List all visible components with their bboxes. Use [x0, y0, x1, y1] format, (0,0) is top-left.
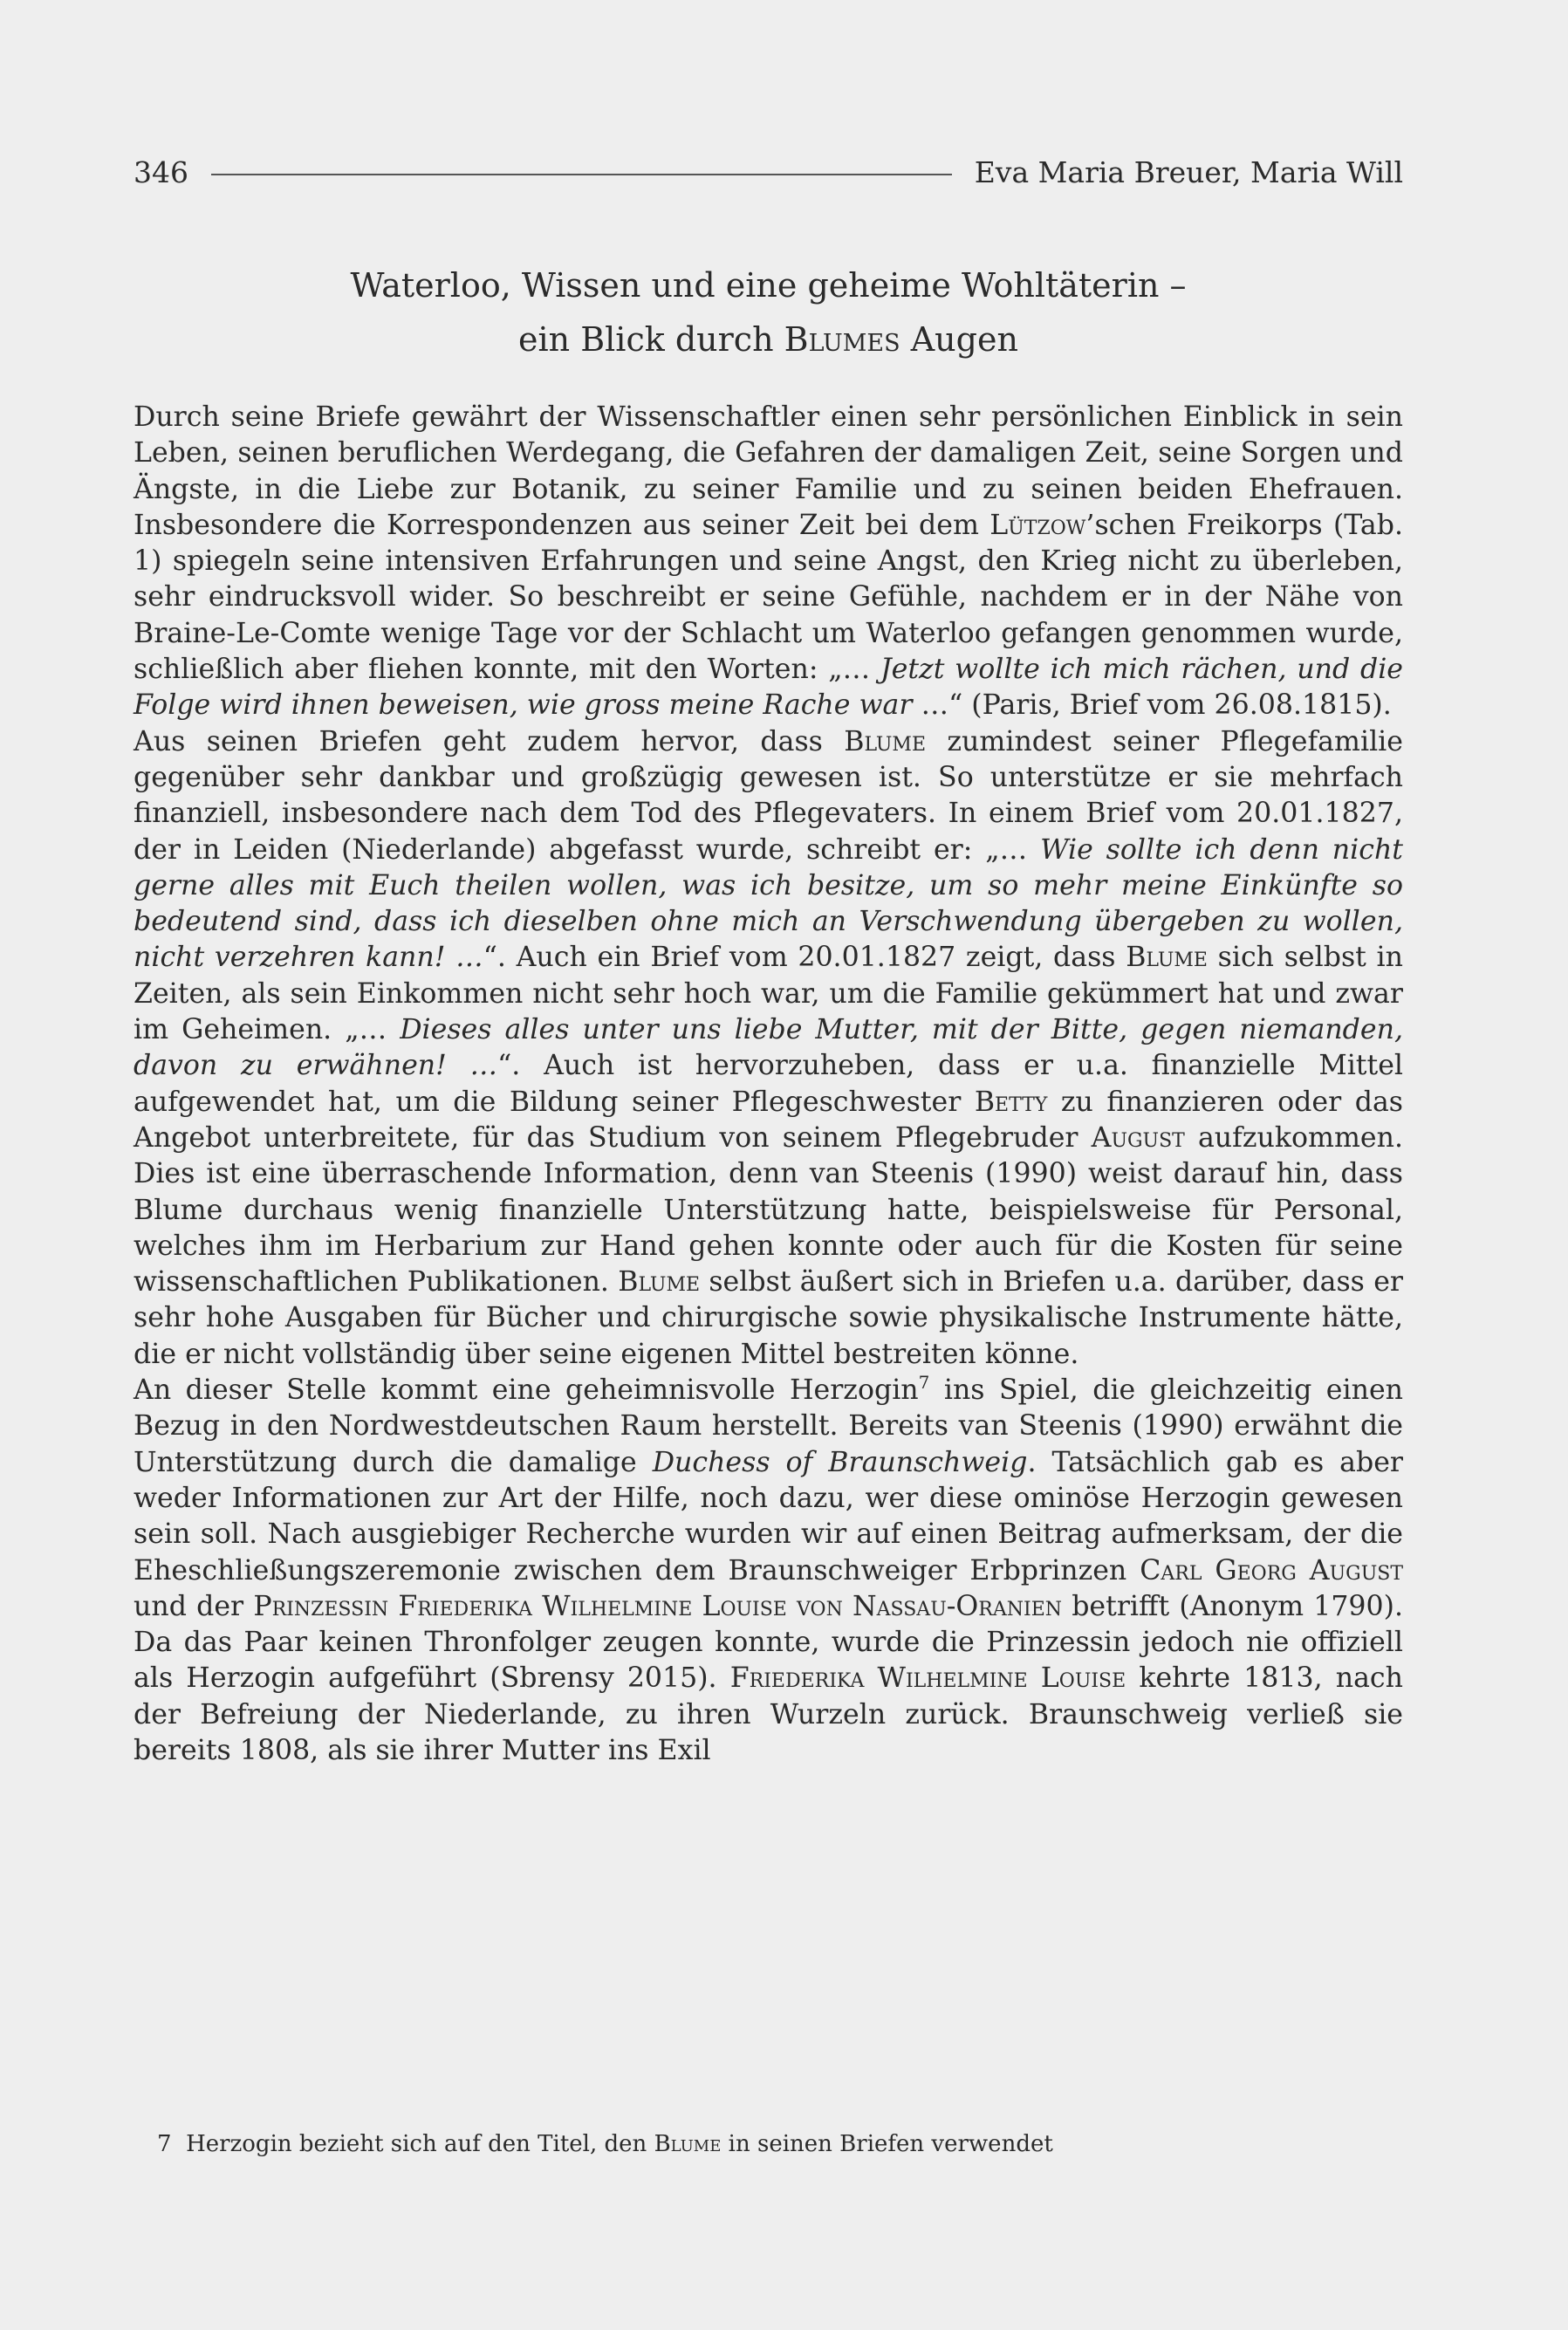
p2-name-blume-3: Blume [618, 1266, 701, 1299]
header-rule [211, 174, 952, 175]
p3-text-5: betrifft (Anonym 1790). Da das Paar keinen Thronfolger zeugen konnte, wurde die Prinzessin jedoch nie offiziell als Herzogin aufgeführt (Sbrensy 2015). [134, 1590, 1403, 1695]
footnote-reference: 7 [918, 1372, 930, 1394]
section-title [134, 258, 1403, 367]
p3-text-4: und der [134, 1590, 254, 1622]
page-number: 346 [134, 155, 188, 189]
p1-text-3: …“ (Paris, Brief vom 26.08.1815). [912, 689, 1392, 722]
p2-name-blume-1: Blume [844, 725, 927, 757]
p3-name-friederika: Friederika Wilhelmine Louise [729, 1662, 1126, 1695]
paragraph-2 [134, 724, 1403, 1373]
p2-text-6: zu finanzieren oder das Angebot unterbreitete, für das Studium von seinem Pflegebruder [134, 1086, 1403, 1154]
p1-text-2: ’schen Freikorps (Tab. 1) spiegeln seine intensiven Erfahrungen und seine Angst, den Krieg nicht zu überleben, sehr eindrucksvoll wider. So beschreibt er seine Gefühle, nachdem er in der Nähe von Braine-Le-Comte wenige Tage vor der Schlacht um Waterloo gefangen genommen wurde, schließlich aber fliehen konnte, mit den Worten: „… [134, 509, 1403, 686]
p3-text-2: ins Spiel, die gleichzeitig einen Bezug in den Nordwestdeutschen Raum herstellt. Bereits van Steenis (1990) erwähnt die Unterstützung durch die damalige [134, 1374, 1403, 1478]
p2-text-7: aufzukommen. Dies ist eine überraschende Information, denn van Steenis (1990) weist darauf hin, dass Blume durchaus wenig finanzielle Unterstützung hatte, beispielsweise für Personal, welches ihm im Herbarium zur Hand gehen konnte oder auch für die Kosten für seine wissenschaftlichen Publikationen. [134, 1121, 1403, 1299]
footnote-number: 7 [157, 2131, 172, 2157]
p1-text-1: Durch seine Briefe gewährt der Wissenschaftler einen sehr persönlichen Einblick in sein Leben, seinen beruflichen Werdegang, die Gefahren der damaligen Zeit, seine Sorgen und Ängste, in die Liebe zur Botanik, zu seiner Familie und zu seinen beiden Ehefrauen. Insbesondere die Korrespondenzen aus seiner Zeit bei dem [134, 401, 1403, 541]
p2-text-5: “. Auch ist hervorzuheben, dass er u.a. finanzielle Mittel aufgewendet hat, um die Bildung seiner Pflegeschwester [134, 1050, 1403, 1118]
p2-quote-1: Wie sollte ich denn nicht gerne alles mit Euch theilen wollen, was ich besitze, um so mehr meine Einkünfte so bedeutend sind, dass ich dieselben ohne mich an Verschwendung übergeben zu wollen, nicht verzehren kann! … [134, 833, 1404, 974]
footnote-name-blume: Blume [654, 2131, 722, 2157]
p2-quote-2: Dieses alles unter uns liebe Mutter, mit der Bitte, gegen niemanden, davon zu erwähnen! … [134, 1014, 1403, 1082]
p2-text-8: selbst äußert sich in Briefen u.a. darüber, dass er sehr hohe Ausgaben für Bücher und chirurgische sowie physikalische Instrumente hätte, die er nicht vollständig über seine eigenen Mittel bestreiten könne. [134, 1266, 1403, 1370]
p2-text-4: sich selbst in Zeiten, als sein Einkommen nicht sehr hoch war, um die Familie gekümmert hat und zwar im Geheimen. „… [134, 942, 1404, 1046]
p1-quote: Jetzt wollte ich mich rächen, und die Folge wird ihnen beweisen, wie gross meine Rache war [134, 654, 1404, 722]
p2-text-3: “. Auch ein Brief vom 20.01.1827 zeigt, dass [483, 942, 1126, 974]
footnote-text-2: in seinen Briefen verwendet [721, 2131, 1053, 2157]
body-text [134, 400, 1403, 1769]
p2-name-august: August [1091, 1121, 1185, 1154]
title-line-2-post: Augen [900, 320, 1018, 359]
header-authors: Eva Maria Breuer, Maria Will [974, 155, 1403, 189]
p3-text-1: An dieser Stelle kommt eine geheimnisvolle Herzogin [134, 1374, 919, 1407]
running-header [134, 155, 1403, 190]
p2-name-betty: Betty [974, 1086, 1048, 1118]
p3-name-carl-georg-august: Carl Georg August [1140, 1554, 1403, 1586]
p3-name-prinzessin: Prinzessin Friederika Wilhelmine Louise von Nassau-Oranien [253, 1590, 1063, 1622]
paragraph-3 [134, 1373, 1403, 1769]
p3-duchess: Duchess of Braunschweig [652, 1446, 1028, 1478]
p2-text-2: zumindest seiner Pflegefamilie gegenüber sehr dankbar und großzügig gewesen ist. So unterstütze er sie mehrfach finanziell, insbesondere nach dem Tod des Pflegevaters. In einem Brief vom 20.01.1827, der in Leiden (Niederlande) abgefasst wurde, schreibt er: „… [134, 725, 1403, 866]
title-line-2-pre: ein Blick durch [518, 320, 784, 359]
p3-text-6: kehrte 1813, nach der Befreiung der Niederlande, zu ihren Wurzeln zurück. Braunschweig verließ sie bereits 1808, als sie ihrer Mutter ins Exil [134, 1662, 1403, 1766]
title-line-2 [134, 312, 1403, 367]
p3-text-3: . Tatsächlich gab es aber weder Informationen zur Art der Hilfe, noch dazu, wer diese ominöse Herzogin gewesen sein soll. Nach ausgiebiger Recherche wurden wir auf einen Beitrag aufmerksam, der die Eheschließungszeremonie zwischen dem Braunschweiger Erbprinzen [134, 1446, 1404, 1586]
footnote [157, 2129, 1379, 2159]
title-line-1: Waterloo, Wissen und eine geheime Wohltäterin – [350, 266, 1187, 305]
p2-name-blume-2: Blume [1126, 942, 1208, 974]
paragraph-1 [134, 400, 1403, 724]
p1-name-luetzow: Lützow [989, 509, 1086, 541]
footnote-text-1: Herzogin bezieht sich auf den Titel, den [186, 2131, 654, 2157]
p2-text-1: Aus seinen Briefen geht zudem hervor, dass [134, 725, 845, 757]
title-name-blumes: Blumes [784, 320, 900, 359]
